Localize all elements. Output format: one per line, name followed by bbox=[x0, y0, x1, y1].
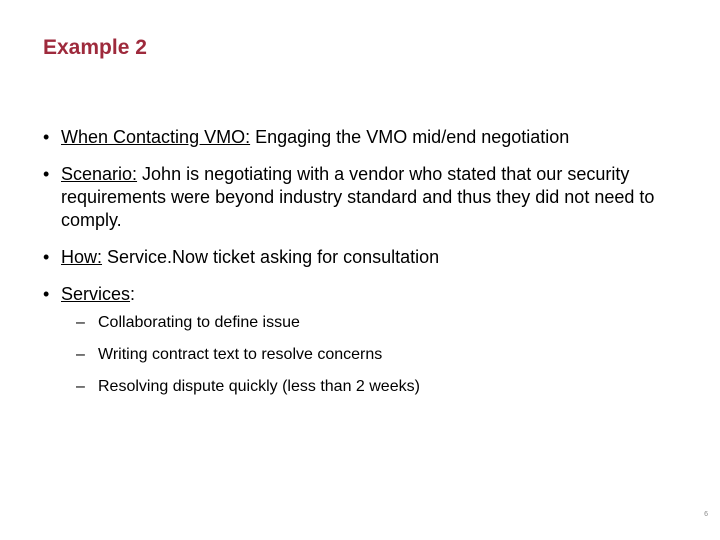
bullet-marker: • bbox=[43, 127, 50, 147]
page-number: 6 bbox=[704, 511, 708, 518]
bullet-marker: • bbox=[43, 164, 50, 184]
bullet-label: Scenario: bbox=[61, 164, 138, 184]
bullet-label: Services bbox=[61, 284, 131, 304]
bullet-marker: • bbox=[43, 284, 50, 304]
bullet-text: John is negotiating with a vendor who stated that our security requirements were beyond industry standard and thus they did not need to comply. bbox=[61, 164, 655, 230]
bullet-marker: • bbox=[43, 247, 50, 267]
service-text: Collaborating to define issue bbox=[98, 314, 300, 331]
bullet-label: How: bbox=[61, 247, 103, 267]
service-item bbox=[76, 377, 420, 397]
bullet-text: Engaging the VMO mid/end negotiation bbox=[250, 127, 570, 147]
service-item bbox=[76, 345, 420, 365]
bullet-item-scenario bbox=[40, 163, 680, 232]
bullet-item-how bbox=[40, 246, 680, 269]
dash-marker: – bbox=[76, 346, 85, 363]
dash-marker: – bbox=[76, 314, 85, 331]
bullet-label: When Contacting VMO: bbox=[61, 127, 251, 147]
service-text: Writing contract text to resolve concerns bbox=[98, 346, 383, 363]
slide-title: Example 2 bbox=[43, 36, 147, 59]
bullet-list bbox=[40, 126, 680, 320]
bullet-text: Service.Now ticket asking for consultation bbox=[102, 247, 440, 267]
bullet-item-services bbox=[40, 283, 680, 306]
bullet-item-contacting-vmo bbox=[40, 126, 680, 149]
services-list bbox=[76, 313, 420, 409]
service-text: Resolving dispute quickly (less than 2 weeks) bbox=[98, 378, 420, 395]
bullet-text: : bbox=[130, 284, 136, 304]
dash-marker: – bbox=[76, 378, 85, 395]
service-item bbox=[76, 313, 420, 333]
